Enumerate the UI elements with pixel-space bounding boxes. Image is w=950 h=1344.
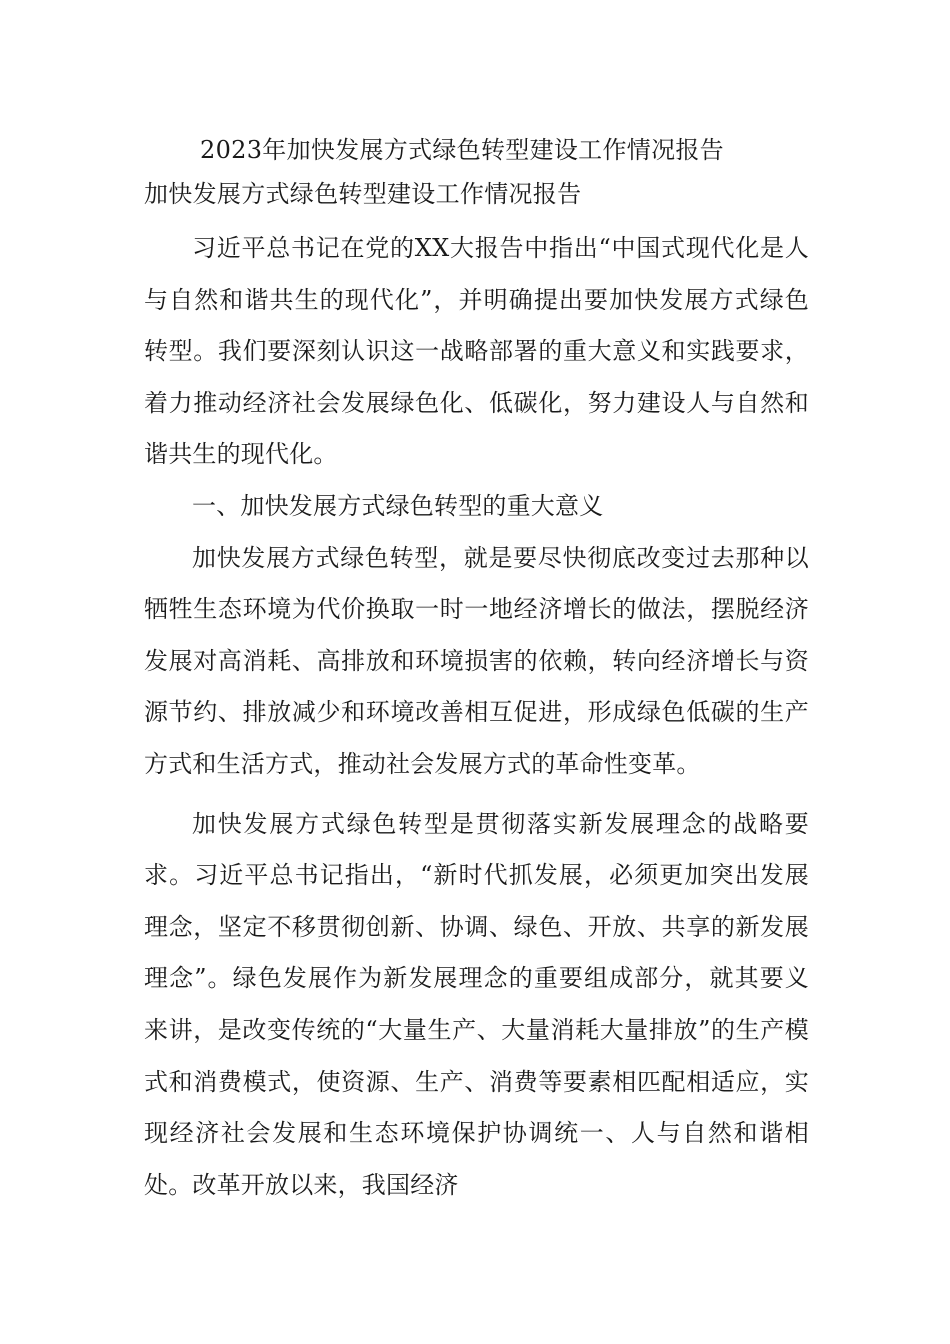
paragraph-significance: 加快发展方式绿色转型，就是要尽快彻底改变过去那种以牺牲生态环境为代价换取一时一地经济增长的做法，摆脱经济发展对高消耗、高排放和环境损害的依赖，转向经济增长与资源节约、排放减少和环境改善相互促进，形成绿色低碳的生产方式和生活方式，推动社会发展方式的革命性变革。 <box>144 543 809 778</box>
document-title: 2023年加快发展方式绿色转型建设工作情况报告 <box>200 136 724 164</box>
document-subtitle: 加快发展方式绿色转型建设工作情况报告 <box>144 180 582 208</box>
paragraph-new-development-concept: 加快发展方式绿色转型是贯彻落实新发展理念的战略要求。习近平总书记指出，“新时代抓发展，必须更加突出发展理念，坚定不移贯彻创新、协调、绿色、开放、共享的新发展理念”。绿色发展作为新发展理念的重要组成部分，就其要义来讲，是改变传统的“大量生产、大量消耗大量排放”的生产模式和消费模式，使资源、生产、消费等要素相匹配相适应，实现经济社会发展和生态环境保护协调统一、人与自然和谐相处。改革开放以来，我国经济 <box>144 809 809 1199</box>
section-heading-1: 一、加快发展方式绿色转型的重大意义 <box>192 491 604 520</box>
paragraph-intro: 习近平总书记在党的XX大报告中指出“中国式现代化是人与自然和谐共生的现代化”，并明确提出要加快发展方式绿色转型。我们要深刻认识这一战略部署的重大意义和实践要求，着力推动经济社会发展绿色化、低碳化，努力建设人与自然和谐共生的现代化。 <box>144 234 809 469</box>
document-body <box>144 128 809 1211</box>
paragraph-spacer <box>144 791 809 799</box>
